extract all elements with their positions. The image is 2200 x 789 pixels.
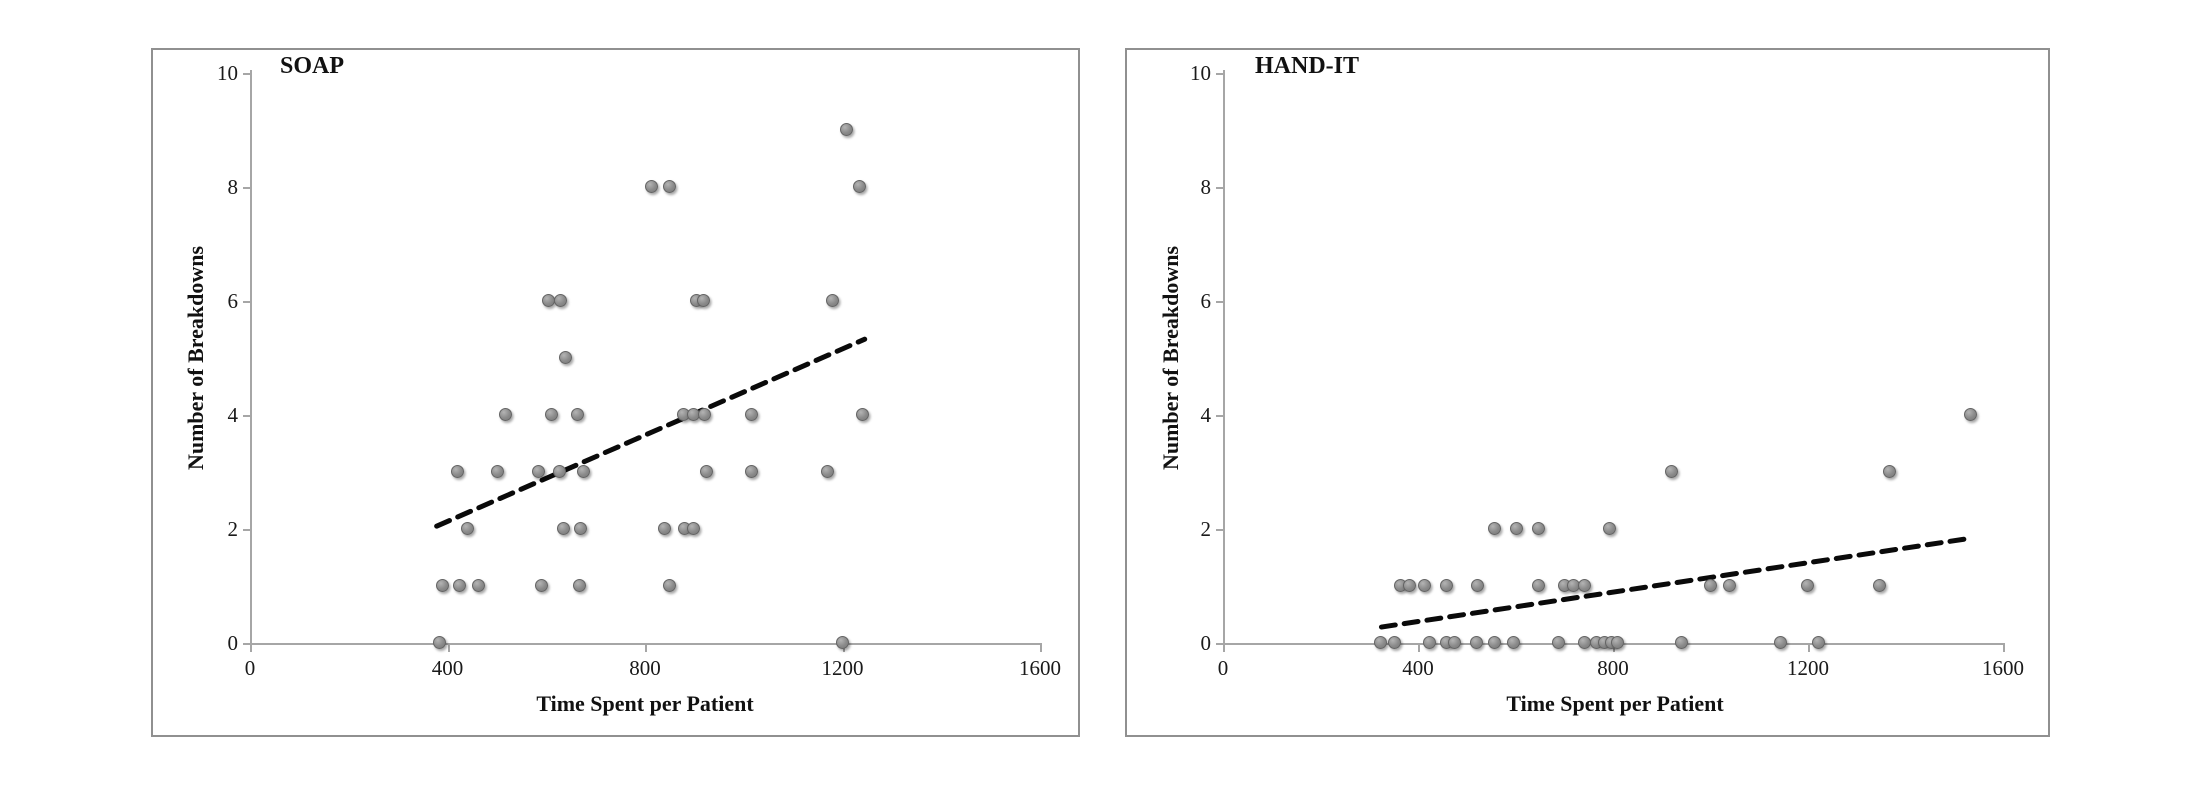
data-point: [532, 465, 545, 478]
handit-chart-panel: [1125, 48, 2050, 737]
data-point: [554, 294, 567, 307]
x-tick-label: 800: [629, 656, 661, 680]
x-axis-tick: [1418, 645, 1420, 652]
data-point: [451, 465, 464, 478]
chart-title-soap: SOAP: [280, 53, 345, 79]
x-tick-label: 800: [1597, 656, 1629, 680]
data-point: [1507, 636, 1520, 649]
data-point: [1471, 579, 1484, 592]
x-axis-tick: [1223, 645, 1225, 652]
y-axis-tick: [1216, 73, 1223, 75]
y-axis-tick: [1216, 301, 1223, 303]
x-tick-label: 1200: [821, 656, 864, 680]
data-point: [542, 294, 555, 307]
data-point: [545, 408, 558, 421]
y-tick-label: 0: [227, 631, 238, 655]
y-axis-tick: [243, 73, 250, 75]
y-tick-label: 6: [227, 289, 238, 313]
y-axis-line: [1223, 70, 1225, 645]
data-point: [461, 522, 474, 535]
y-tick-label: 4: [1200, 403, 1211, 427]
data-point: [745, 408, 758, 421]
y-axis-tick: [1216, 415, 1223, 417]
data-point: [573, 579, 586, 592]
y-axis-tick: [1216, 187, 1223, 189]
y-axis-line: [250, 70, 252, 645]
y-tick-label: 0: [1200, 631, 1211, 655]
x-axis-tick: [448, 645, 450, 652]
data-point: [472, 579, 485, 592]
y-axis-tick: [1216, 529, 1223, 531]
data-point: [436, 579, 449, 592]
data-point: [499, 408, 512, 421]
x-axis-tick: [2003, 645, 2005, 652]
x-axis-title-soap: Time Spent per Patient: [536, 691, 754, 716]
y-axis-tick: [243, 415, 250, 417]
data-point: [453, 579, 466, 592]
x-tick-label: 1600: [1019, 656, 1061, 680]
y-tick-label: 10: [1190, 61, 1211, 85]
data-point: [491, 465, 504, 478]
data-point: [1388, 636, 1401, 649]
y-tick-label: 8: [227, 175, 238, 199]
data-point: [836, 636, 849, 649]
data-point: [1603, 522, 1616, 535]
data-point: [1423, 636, 1436, 649]
data-point: [1801, 579, 1814, 592]
x-tick-label: 400: [431, 656, 464, 680]
data-point: [1704, 579, 1717, 592]
y-axis-tick: [243, 529, 250, 531]
y-tick-label: 2: [1200, 517, 1211, 541]
data-point: [663, 180, 676, 193]
data-point: [856, 408, 869, 421]
data-point: [433, 636, 446, 649]
data-point: [1883, 465, 1896, 478]
data-point: [1488, 522, 1501, 535]
chart-title-handit: HAND-IT: [1255, 53, 1360, 79]
x-axis-tick: [1040, 645, 1042, 652]
data-point: [1532, 522, 1545, 535]
y-axis-title-soap: Number of Breakdowns: [183, 245, 208, 471]
soap-chart-panel: [151, 48, 1080, 737]
data-point: [1418, 579, 1431, 592]
data-point: [557, 522, 570, 535]
y-tick-label: 6: [1200, 289, 1211, 313]
data-point: [559, 351, 572, 364]
y-tick-label: 8: [1200, 175, 1211, 199]
x-axis-title-handit: Time Spent per Patient: [1506, 691, 1724, 716]
data-point: [853, 180, 866, 193]
data-point: [1723, 579, 1736, 592]
x-axis-tick: [645, 645, 647, 652]
y-axis-title-handit: Number of Breakdowns: [1158, 245, 1183, 471]
x-tick-label: 1200: [1787, 656, 1829, 680]
x-axis-tick: [1808, 645, 1810, 652]
data-point: [1532, 579, 1545, 592]
data-point: [1552, 636, 1565, 649]
data-point: [553, 465, 566, 478]
data-point: [571, 408, 584, 421]
data-point: [1510, 522, 1523, 535]
x-axis-tick: [250, 645, 252, 652]
x-tick-label: 0: [244, 656, 256, 680]
data-point: [745, 465, 758, 478]
data-point: [1578, 636, 1591, 649]
x-tick-label: 0: [1217, 656, 1229, 680]
data-point: [1665, 465, 1678, 478]
data-point: [574, 522, 587, 535]
y-tick-label: 2: [227, 517, 238, 541]
data-point: [535, 579, 548, 592]
data-point: [826, 294, 839, 307]
data-point: [1675, 636, 1688, 649]
data-point: [1488, 636, 1501, 649]
x-tick-label: 400: [1402, 656, 1434, 680]
data-point: [1448, 636, 1461, 649]
data-point: [577, 465, 590, 478]
y-tick-label: 4: [227, 403, 238, 427]
y-axis-tick: [243, 187, 250, 189]
data-point: [663, 579, 676, 592]
y-axis-tick: [243, 643, 250, 645]
data-point: [1440, 579, 1453, 592]
y-axis-tick: [243, 301, 250, 303]
data-point: [658, 522, 671, 535]
data-point: [1611, 636, 1624, 649]
x-tick-label: 1600: [1982, 656, 2024, 680]
data-point: [700, 465, 713, 478]
y-tick-label: 10: [217, 61, 238, 85]
y-axis-tick: [1216, 643, 1223, 645]
data-point: [1470, 636, 1483, 649]
data-point: [821, 465, 834, 478]
